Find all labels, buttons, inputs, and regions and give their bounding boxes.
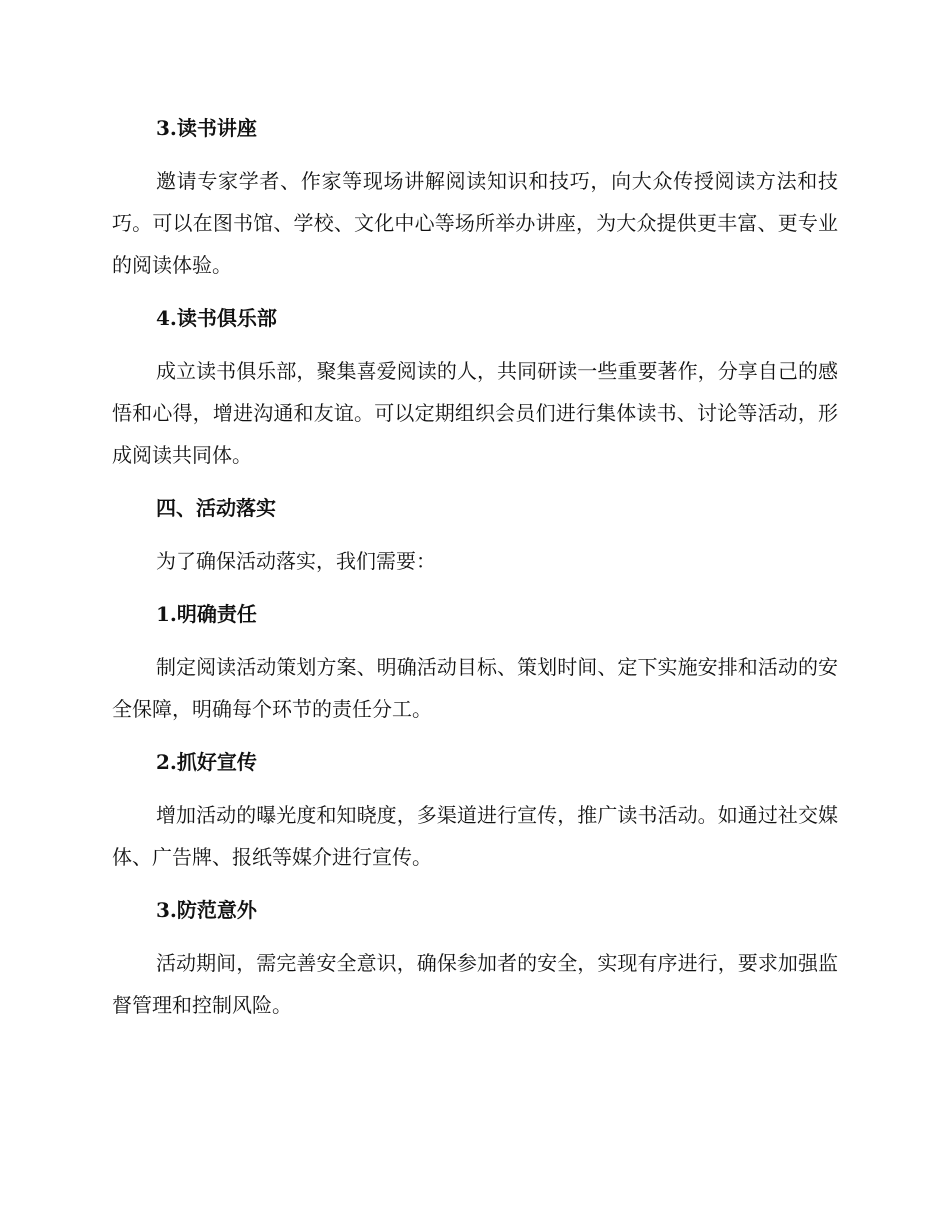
section-heading-reading-lecture: 3.读书讲座: [156, 116, 257, 140]
section-heading-reading-club: 4.读书俱乐部: [156, 306, 277, 330]
paragraph-clarify-responsibility: 制定阅读活动策划方案、明确活动目标、策划时间、定下实施安排和活动的安全保障，明确每个环节的责任分工。: [112, 655, 838, 721]
section-heading-publicity: 2.抓好宣传: [156, 750, 257, 774]
paragraph-reading-lecture: 邀请专家学者、作家等现场讲解阅读知识和技巧，向大众传授阅读方法和技巧。可以在图书馆、学校、文化中心等场所举办讲座，为大众提供更丰富、更专业的阅读体验。: [112, 169, 838, 277]
paragraph-prevent-accidents: 活动期间，需完善安全意识，确保参加者的安全，实现有序进行，要求加强监督管理和控制风险。: [112, 951, 838, 1017]
paragraph-implementation-intro: 为了确保活动落实，我们需要：: [156, 549, 436, 573]
paragraph-publicity: 增加活动的曝光度和知晓度，多渠道进行宣传，推广读书活动。如通过社交媒体、广告牌、报纸等媒介进行宣传。: [112, 803, 838, 869]
section-heading-activity-implementation: 四、活动落实: [156, 496, 276, 520]
section-heading-prevent-accidents: 3.防范意外: [156, 898, 257, 922]
section-heading-clarify-responsibility: 1.明确责任: [156, 602, 257, 626]
paragraph-reading-club: 成立读书俱乐部，聚集喜爱阅读的人，共同研读一些重要著作，分享自己的感悟和心得，增进沟通和友谊。可以定期组织会员们进行集体读书、讨论等活动，形成阅读共同体。: [112, 359, 838, 467]
